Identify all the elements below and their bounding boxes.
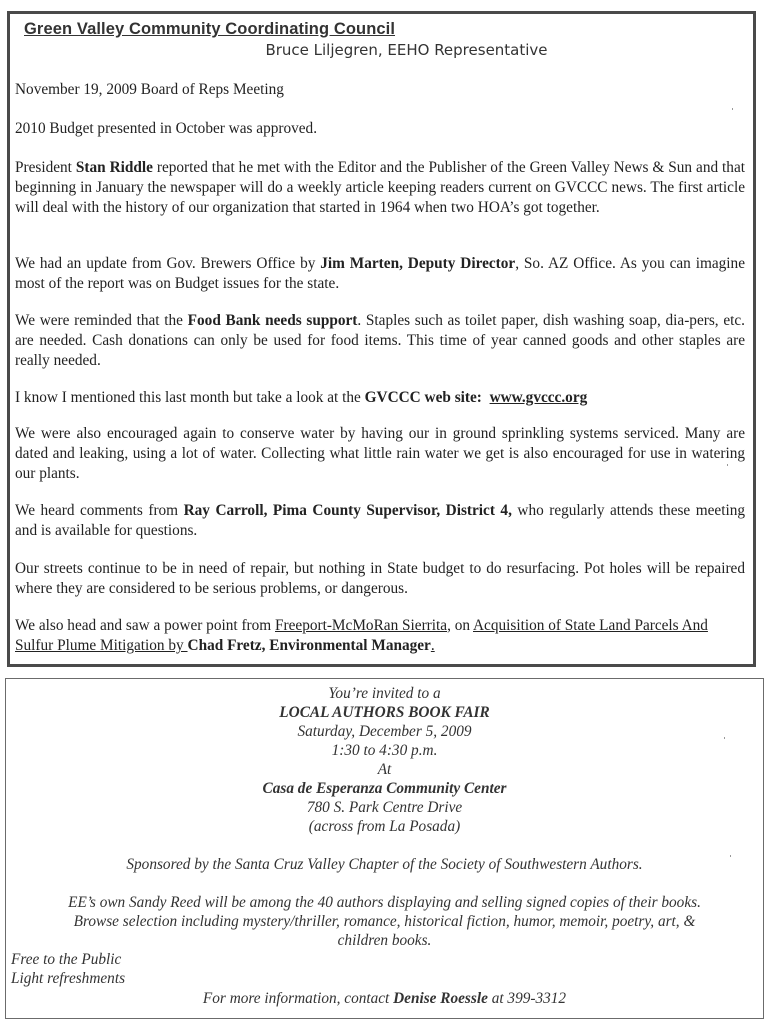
streets-paragraph: Our streets continue to be in need of repair, but nothing in State budget to do resurfacing. Pot holes will be repaired where they are considered to be serious problems, or dangerous. (15, 560, 745, 597)
contact-name: Denise Roessle (393, 990, 488, 1007)
text: reported that he met with the Editor and the Publisher of the Green Valley News & Sun and that beginning in January the newspaper will do a weekly article keeping readers current on GVCCC news. The first article will deal with the history of our organization that started in 1964 when two HOA’s got together. (15, 159, 745, 216)
scan-speck (730, 855, 731, 857)
food-bank-emphasis: Food Bank needs support (187, 312, 358, 329)
fair-sponsor: Sponsored by the Santa Cruz Valley Chapter of the Society of Southwestern Authors. (126, 856, 643, 873)
website-paragraph (15, 388, 745, 408)
scan-speck (732, 108, 733, 110)
fair-contact (6, 989, 763, 1008)
book-fair-box (5, 678, 764, 1019)
supervisor-name: Ray Carroll, Pima County Supervisor, District 4, (183, 502, 512, 519)
text: President (15, 159, 76, 176)
deputy-name: Jim Marten, Deputy Director (320, 255, 516, 272)
fair-refreshments: Light refreshments (11, 970, 126, 987)
website-link[interactable]: www.gvccc.org (489, 389, 588, 406)
water-paragraph: We were also encouraged again to conserve water by having our in ground sprinkling systems serviced. Many are dated and leaking, using a lot of water. Collecting what little rain water we get is also encouraged for use in watering our plants. (15, 425, 745, 482)
text: We were reminded that the (15, 312, 188, 329)
council-title: Green Valley Community Coordinating Council (24, 20, 396, 38)
scan-speck (727, 464, 728, 466)
fair-description-line-3: children books. (337, 932, 432, 949)
company-link[interactable]: Freeport-McMoRan Sierrita (275, 617, 448, 634)
newspaper-paragraph (15, 158, 745, 218)
contact-phone: at 399-3312 (487, 990, 567, 1007)
text: . Staples such as toilet paper, dish washing soap, dia-pers, etc. are needed. Cash donations can only be used for food items. This time of year canned goods and other staples are really needed. (15, 312, 745, 369)
council-subtitle: Bruce Liljegren, EEHO Representative (265, 41, 548, 59)
budget-paragraph: 2010 Budget presented in October was approved. (15, 120, 318, 137)
text: For more information, contact (202, 990, 394, 1007)
supervisor-paragraph (15, 501, 745, 541)
scan-speck (724, 737, 725, 739)
council-report-box (7, 11, 756, 667)
fair-venue: Casa de Esperanza Community Center (262, 780, 507, 797)
fair-time: 1:30 to 4:30 p.m. (331, 742, 438, 759)
text: We also head and saw a power point from (15, 617, 276, 634)
fair-invite: You’re invited to a (328, 685, 441, 702)
fair-description-line-2: Browse selection including mystery/thriller, romance, historical fiction, humor, memoir, poetry, art, & (73, 913, 696, 930)
website-label: GVCCC web site: (364, 389, 482, 406)
text: . (430, 637, 435, 654)
fair-at: At (377, 761, 392, 778)
text: , So. AZ Office. As you can imagine most of the report was on Budget issues for the state. (15, 255, 745, 292)
president-name: Stan Riddle (75, 159, 153, 176)
fair-date: Saturday, December 5, 2009 (297, 723, 472, 740)
text: who regularly attends these meeting and is available for questions. (15, 502, 745, 539)
fair-free: Free to the Public (11, 951, 122, 968)
fair-address: 780 S. Park Centre Drive (306, 799, 463, 816)
presentation-paragraph (15, 616, 745, 656)
fair-landmark: (across from La Posada) (308, 818, 461, 835)
text: We had an update from Gov. Brewers Office by (15, 255, 321, 272)
text: We heard comments from (15, 502, 184, 519)
governor-update-paragraph (15, 254, 745, 294)
meeting-heading: November 19, 2009 Board of Reps Meeting (15, 81, 284, 98)
text: I know I mentioned this last month but take a look at the (15, 389, 365, 406)
food-bank-paragraph (15, 311, 745, 371)
fair-name: LOCAL AUTHORS BOOK FAIR (279, 704, 490, 721)
presenter-name: Chad Fretz, Environmental Manager (187, 637, 431, 654)
text: , on (447, 617, 473, 634)
presentation-topic-link[interactable]: Acquisition of State Land Parcels And Sulfur Plume Mitigation by (15, 617, 708, 654)
fair-description-line-1: EE’s own Sandy Reed will be among the 40 authors displaying and selling signed copies of their books. (68, 894, 701, 911)
